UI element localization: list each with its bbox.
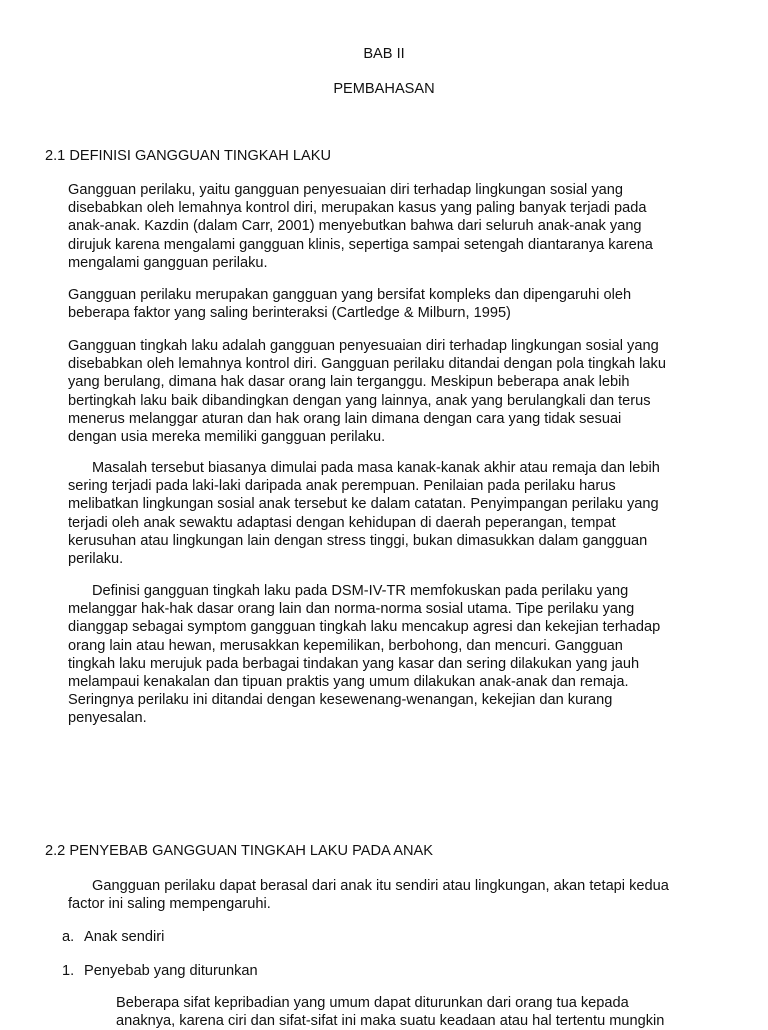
paragraph — [68, 582, 728, 728]
text-line: Masalah tersebut biasanya dimulai pada masa kanak-kanak akhir atau remaja dan lebih — [92, 460, 660, 476]
text-line: perilaku. — [68, 551, 124, 568]
list-item-label: Penyebab yang diturunkan — [84, 963, 258, 979]
text-line: disebabkan oleh lemahnya kontrol diri, merupakan kasus yang paling banyak terjadi pada — [68, 200, 647, 217]
list-marker: 1. — [62, 963, 75, 979]
text-line: dengan usia mereka memiliki gangguan perilaku. — [68, 429, 386, 446]
text-line: dirujuk karena mengalami gangguan klinis, sepertiga sampai setengah diantaranya karena — [68, 236, 653, 253]
text-line: orang lain atau hewan, merusakkan kepemilikan, berbohong, dan mencuri. Gangguan — [68, 637, 623, 654]
list-item-1 — [62, 962, 258, 980]
text-line: melanggar hak-hak dasar orang lain dan norma-norma sosial utama. Tipe perilaku yang — [68, 601, 635, 618]
text-line: bertingkah laku baik dibandingkan dengan yang lainnya, anak yang berulangkali dan terus — [68, 392, 651, 409]
list-item-a — [62, 928, 164, 946]
paragraph — [68, 337, 728, 446]
text-line: Gangguan perilaku, yaitu gangguan penyesuaian diri terhadap lingkungan sosial yang — [68, 182, 623, 198]
chapter-number: BAB II — [363, 46, 405, 62]
text-line: dianggap sebagai symptom gangguan tingkah laku mencakup agresi dan kekejian terhadap — [68, 619, 661, 636]
text-line: anak-anak. Kazdin (dalam Carr, 2001) menyebutkan bahwa dari seluruh anak-anak yang — [68, 218, 642, 235]
section-heading-2-2: 2.2 PENYEBAB GANGGUAN TINGKAH LAKU PADA ANAK — [45, 843, 433, 859]
text-line: penyesalan. — [68, 710, 147, 727]
text-line: melibatkan lingkungan sosial anak tersebut ke dalam catatan. Penyimpangan perilaku yang — [68, 496, 659, 513]
text-line: Gangguan tingkah laku adalah gangguan penyesuaian diri terhadap lingkungan sosial yang — [68, 338, 659, 354]
text-line: Seringnya perilaku ini ditandai dengan kesewenang-wenangan, kekejian dan kurang — [68, 692, 613, 709]
list-item-label: Anak sendiri — [84, 929, 165, 945]
text-line: Beberapa sifat kepribadian yang umum dapat diturunkan dari orang tua kepada — [116, 995, 629, 1011]
paragraph — [68, 286, 728, 322]
list-marker: a. — [62, 929, 75, 945]
text-line: kerusuhan atau lingkungan lain dengan stress tinggi, bukan dimasukkan dalam gangguan — [68, 532, 648, 549]
sub-paragraph — [116, 994, 736, 1030]
text-line: disebabkan oleh lemahnya kontrol diri. Gangguan perilaku ditandai dengan pola tingkah laku — [68, 356, 666, 373]
text-line: Gangguan perilaku dapat berasal dari anak itu sendiri atau lingkungan, akan tetapi kedua — [92, 878, 669, 894]
chapter-title: PEMBAHASAN — [333, 81, 435, 97]
text-line: anaknya, karena ciri dan sifat-sifat ini maka suatu keadaan atau hal tertentu mungkin — [116, 1013, 665, 1030]
section-heading-2-1: 2.1 DEFINISI GANGGUAN TINGKAH LAKU — [45, 148, 331, 164]
text-line: yang berulang, dimana hak dasar orang lain terganggu. Meskipun beberapa anak lebih — [68, 374, 630, 391]
text-line: melampaui kenakalan dan tipuan praktis yang umum dilakukan anak-anak dan remaja. — [68, 674, 629, 691]
text-line: sering terjadi pada laki-laki daripada anak perempuan. Penilaian pada perilaku harus — [68, 478, 616, 495]
text-line: tingkah laku merujuk pada berbagai tindakan yang kasar dan sering dilakukan yang jauh — [68, 655, 640, 672]
paragraph — [68, 459, 728, 568]
text-line: terjadi oleh anak sewaktu adaptasi dengan kehidupan di daerah peperangan, tempat — [68, 514, 616, 531]
paragraph — [68, 877, 728, 913]
text-line: factor ini saling mempengaruhi. — [68, 896, 271, 913]
text-line: menerus melanggar aturan dan hak orang lain dimana dengan cara yang tidak sesuai — [68, 410, 622, 427]
text-line: mengalami gangguan perilaku. — [68, 254, 268, 271]
text-line: Gangguan perilaku merupakan gangguan yang bersifat kompleks dan dipengaruhi oleh — [68, 287, 632, 303]
paragraph — [68, 181, 728, 272]
text-line: Definisi gangguan tingkah laku pada DSM-IV-TR memfokuskan pada perilaku yang — [92, 583, 629, 599]
text-line: beberapa faktor yang saling berinteraksi (Cartledge & Milburn, 1995) — [68, 305, 511, 322]
